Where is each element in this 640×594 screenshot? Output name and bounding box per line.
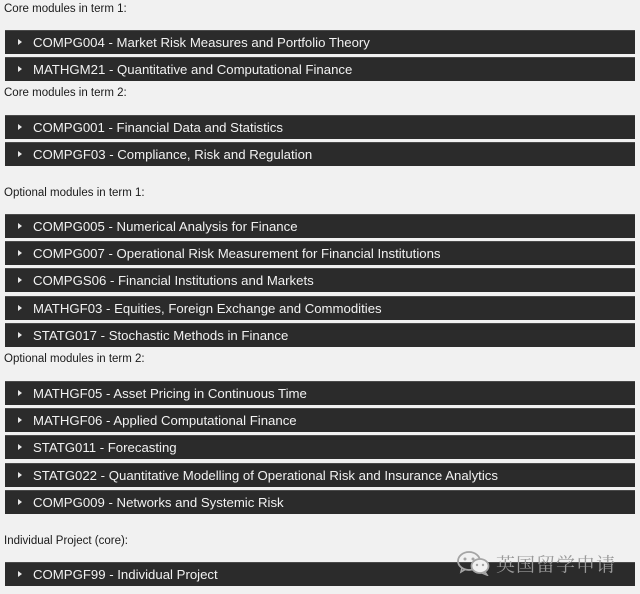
module-row-mathgf03[interactable] <box>5 296 635 320</box>
module-row-statg017[interactable] <box>5 323 635 347</box>
expand-arrow-icon <box>18 39 22 45</box>
section-heading-optional-term-2: Optional modules in term 2: <box>4 353 145 365</box>
expand-arrow-icon <box>18 390 22 396</box>
section-heading-core-term-1: Core modules in term 1: <box>4 3 127 15</box>
module-label: COMPG004 - Market Risk Measures and Portfolio Theory <box>33 35 370 50</box>
module-row-mathgf06[interactable] <box>5 408 635 432</box>
expand-arrow-icon <box>18 499 22 505</box>
module-label: MATHGF06 - Applied Computational Finance <box>33 413 297 428</box>
module-label: COMPGF99 - Individual Project <box>33 567 218 582</box>
module-label: MATHGM21 - Quantitative and Computational Finance <box>33 62 353 77</box>
expand-arrow-icon <box>18 277 22 283</box>
module-row-mathgm21[interactable] <box>5 57 635 81</box>
module-label: MATHGF03 - Equities, Foreign Exchange and Commodities <box>33 301 382 316</box>
module-label: MATHGF05 - Asset Pricing in Continuous Time <box>33 386 307 401</box>
module-label: STATG022 - Quantitative Modelling of Operational Risk and Insurance Analytics <box>33 468 498 483</box>
watermark-text: 英国留学申请 <box>496 554 617 576</box>
expand-arrow-icon <box>18 151 22 157</box>
module-label: STATG011 - Forecasting <box>33 440 177 455</box>
module-row-compgs06[interactable] <box>5 268 635 292</box>
module-row-compg005[interactable] <box>5 214 635 238</box>
module-label: COMPG005 - Numerical Analysis for Finance <box>33 219 298 234</box>
module-row-compg007[interactable] <box>5 241 635 265</box>
module-row-compg001[interactable] <box>5 115 635 139</box>
module-row-statg011[interactable] <box>5 435 635 459</box>
expand-arrow-icon <box>18 223 22 229</box>
module-row-compg009[interactable] <box>5 490 635 514</box>
module-row-compg004[interactable] <box>5 30 635 54</box>
expand-arrow-icon <box>18 332 22 338</box>
expand-arrow-icon <box>18 444 22 450</box>
expand-arrow-icon <box>18 571 22 577</box>
module-label: COMPGS06 - Financial Institutions and Markets <box>33 273 314 288</box>
module-label: STATG017 - Stochastic Methods in Finance <box>33 328 289 343</box>
module-label: COMPGF03 - Compliance, Risk and Regulation <box>33 147 313 162</box>
section-heading-individual-project: Individual Project (core): <box>4 535 128 547</box>
module-label: COMPG001 - Financial Data and Statistics <box>33 120 283 135</box>
module-label: COMPG009 - Networks and Systemic Risk <box>33 495 284 510</box>
module-row-mathgf05[interactable] <box>5 381 635 405</box>
expand-arrow-icon <box>18 66 22 72</box>
section-heading-optional-term-1: Optional modules in term 1: <box>4 187 145 199</box>
expand-arrow-icon <box>18 305 22 311</box>
expand-arrow-icon <box>18 124 22 130</box>
wechat-icon <box>456 550 490 576</box>
module-label: COMPG007 - Operational Risk Measurement for Financial Institutions <box>33 246 441 261</box>
watermark <box>456 547 616 579</box>
section-heading-core-term-2: Core modules in term 2: <box>4 87 127 99</box>
expand-arrow-icon <box>18 472 22 478</box>
module-row-compgf03[interactable] <box>5 142 635 166</box>
expand-arrow-icon <box>18 250 22 256</box>
module-row-statg022[interactable] <box>5 463 635 487</box>
expand-arrow-icon <box>18 417 22 423</box>
